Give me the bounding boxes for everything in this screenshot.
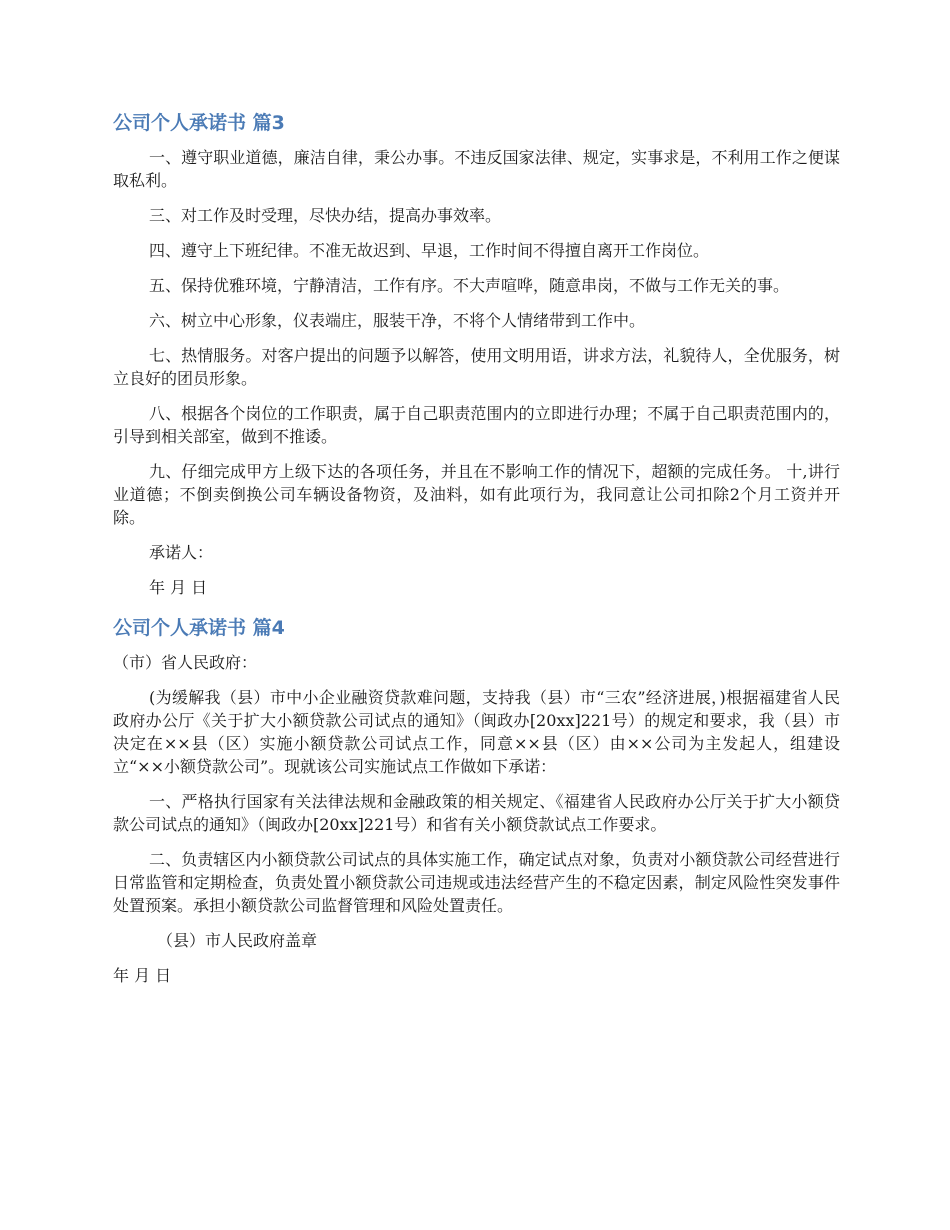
section-4-salutation: （市）省人民政府： [113,653,258,672]
section-3-signatory: 承诺人： [149,543,214,562]
section-3-paragraph: 六、树立中心形象，仪表端庄，服装干净，不将个人情绪带到工作中。 [149,311,646,330]
section-3-paragraph: 三、对工作及时受理，尽快办结，提高办事效率。 [149,206,502,225]
section-4-paragraph: (为缓解我（县）市中小企业融资贷款难问题，支持我（县）市“三农”经济进展，)根据福建省人民政府办公厅《关于扩大小额贷款公司试点的通知》（闽政办[20xx]221号）的规定和要求，我（县）市决定在××县（区）实施小额贷款公司试点工作，同意××县（区）由××公司为主发起人，组建设立“××小额贷款公司”。现就该公司实施试点工作做如下承诺： [113,688,840,776]
section-3-paragraph: 七、热情服务。对客户提出的问题予以解答，使用文明用语，讲求方法，礼貌待人，全优服务，树立良好的团员形象。 [113,346,840,388]
document-page [113,110,840,999]
section-3-paragraph: 九、仔细完成甲方上级下达的各项任务，并且在不影响工作的情况下，超额的完成任务。 十,讲行业道德；不倒卖倒换公司车辆设备物资，及油料，如有此项行为，我同意让公司扣除2个月工资并开除。 [113,462,840,527]
section-3-paragraph: 八、根据各个岗位的工作职责，属于自己职责范围内的立即进行办理；不属于自己职责范围内的，引导到相关部室，做到不推诿。 [113,404,840,446]
section-4-paragraph: 一、严格执行国家有关法律法规和金融政策的相关规定、《福建省人民政府办公厅关于扩大小额贷款公司试点的通知》（闽政办[20xx]221号）和省有关小额贷款试点工作要求。 [113,792,840,834]
section-3-paragraph: 一、遵守职业道德，廉洁自律，秉公办事。不违反国家法律、规定，实事求是，不利用工作之便谋取私利。 [113,148,840,190]
section-4-date: 年 月 日 [113,966,172,985]
section-4-paragraph: 二、负责辖区内小额贷款公司试点的具体实施工作，确定试点对象，负责对小额贷款公司经营进行日常监管和定期检查，负责处置小额贷款公司违规或违法经营产生的不稳定因素，制定风险性突发事件处置预案。承担小额贷款公司监督管理和风险处置责任。 [113,850,840,915]
section-4-title: 公司个人承诺书 篇4 [113,617,285,639]
section-3-paragraph: 四、遵守上下班纪律。不准无故迟到、早退，工作时间不得擅自离开工作岗位。 [149,241,710,260]
section-3-paragraph: 五、保持优雅环境，宁静清洁，工作有序。不大声喧哗，随意串岗，不做与工作无关的事。 [149,276,790,295]
section-3-title: 公司个人承诺书 篇3 [113,112,285,134]
section-4-seal: （县）市人民政府盖章 [157,931,318,950]
section-3-date: 年 月 日 [149,578,208,597]
